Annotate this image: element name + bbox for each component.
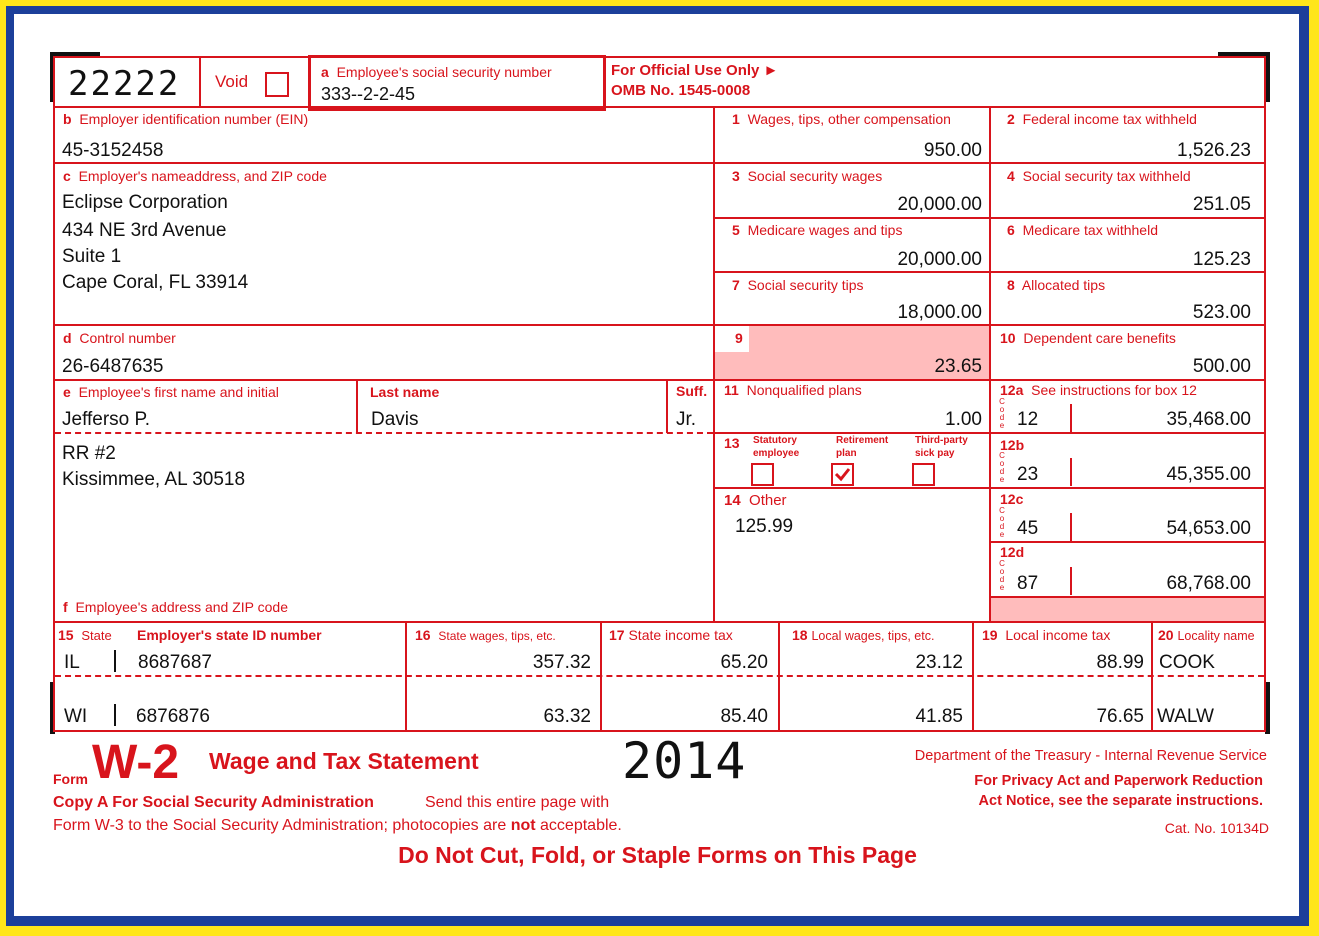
privacy-line-1: For Privacy Act and Paperwork Reduction	[974, 773, 1263, 789]
state-id-1[interactable]: 8687687	[138, 652, 212, 673]
state-2[interactable]: WI	[64, 706, 88, 727]
row-divider	[714, 162, 1266, 164]
box-10-label: 10 Dependent care benefits	[1000, 330, 1176, 346]
form-left-border	[53, 56, 55, 732]
form-name: W-2	[92, 736, 180, 789]
box-2-value[interactable]: 1,526.23	[1177, 140, 1251, 161]
box-a	[308, 55, 606, 111]
box-1-value[interactable]: 950.00	[923, 140, 982, 161]
box-1-label: 1 Wages, tips, other compensation	[732, 111, 951, 127]
check-icon	[833, 465, 852, 484]
box-9-label: 9	[735, 330, 743, 346]
form-title: Wage and Tax Statement	[209, 748, 479, 774]
send-text: Send this entire page with	[425, 794, 610, 811]
state-wages-1[interactable]: 357.32	[532, 652, 591, 673]
last-name-label: Last name	[370, 384, 440, 400]
state-tax-1[interactable]: 65.20	[720, 652, 768, 673]
state-1[interactable]: IL	[64, 652, 80, 673]
box-7-label: 7 Social security tips	[732, 277, 864, 293]
box-8-value[interactable]: 523.00	[1192, 302, 1251, 323]
box-9-value[interactable]: 23.65	[934, 356, 982, 377]
state-id-label: Employer's state ID number	[137, 627, 322, 643]
control-number[interactable]: 26-6487635	[62, 356, 164, 377]
code-divider	[1070, 404, 1072, 432]
omb-number: OMB No. 1545-0008	[611, 82, 751, 99]
statutory-checkbox[interactable]	[751, 463, 774, 486]
row-divider	[714, 487, 990, 489]
box-12b-amount[interactable]: 45,355.00	[1166, 464, 1251, 485]
state-id-2[interactable]: 6876876	[136, 706, 210, 727]
box-10-value[interactable]: 500.00	[1192, 356, 1251, 377]
box-18-label: 18 Local wages, tips, etc.	[792, 627, 935, 643]
box-9-number-cell	[715, 326, 749, 352]
code-letters: C o d e	[999, 397, 1005, 430]
code-letters: C o d e	[999, 506, 1005, 539]
box-11-value[interactable]: 1.00	[945, 409, 982, 430]
box-13-label: 13	[724, 435, 740, 451]
code-letters: C o d e	[999, 451, 1005, 484]
box-d-label: d Control number	[63, 330, 176, 346]
local-tax-2[interactable]: 76.65	[1096, 706, 1144, 727]
box-16-label: 16 State wages, tips, etc.	[415, 627, 556, 643]
form-code: 22222	[68, 64, 181, 104]
box-12d-amount[interactable]: 68,768.00	[1166, 573, 1251, 594]
box-f-label: f Employee's address and ZIP code	[63, 599, 288, 615]
box-5-label: 5 Medicare wages and tips	[732, 222, 903, 238]
code-divider	[1070, 458, 1072, 486]
divider	[356, 379, 358, 433]
official-use-label: For Official Use Only ►	[611, 62, 779, 79]
box-6-value[interactable]: 125.23	[1192, 249, 1251, 270]
box-12c-code[interactable]: 45	[1017, 518, 1039, 539]
state-wages-2[interactable]: 63.32	[543, 706, 591, 727]
code-letters: C o d e	[999, 559, 1005, 592]
dashed-divider	[55, 432, 713, 434]
box-12-shaded	[991, 597, 1264, 621]
row-divider	[53, 379, 714, 381]
box-12a-code[interactable]: 12	[1017, 409, 1039, 430]
box-15-label: 15 State	[58, 627, 112, 643]
employer-name[interactable]: Eclipse Corporation	[62, 192, 228, 213]
box-12c-amount[interactable]: 54,653.00	[1166, 518, 1251, 539]
retirement-checkbox[interactable]	[831, 463, 854, 486]
row-divider	[990, 541, 1266, 543]
employee-first-name[interactable]: Jefferso P.	[62, 409, 151, 430]
row-divider	[714, 217, 1266, 219]
ssn-value[interactable]: 333--2-2-45	[321, 84, 416, 104]
do-not-cut-warning: Do Not Cut, Fold, or Staple Forms on This Page	[398, 842, 917, 868]
box-4-value[interactable]: 251.05	[1192, 194, 1251, 215]
void-checkbox[interactable]	[265, 72, 289, 97]
box-14-label: 14 Other	[724, 492, 787, 509]
state-tax-2[interactable]: 85.40	[720, 706, 768, 727]
dashed-divider	[55, 675, 1264, 677]
copy-a-label: Copy A For Social Security Administration	[53, 794, 374, 811]
suffix-label: Suff.	[676, 383, 708, 399]
row-divider	[990, 432, 1266, 434]
box-3-value[interactable]: 20,000.00	[897, 194, 982, 215]
box-12d-label: 12d	[1000, 544, 1025, 560]
box-12d-code[interactable]: 87	[1017, 573, 1039, 594]
box-12b-code[interactable]: 23	[1017, 464, 1039, 485]
box-7-value[interactable]: 18,000.00	[897, 302, 982, 323]
code-divider	[1070, 567, 1072, 595]
employer-street[interactable]: 434 NE 3rd Avenue	[62, 220, 227, 241]
box-20-label: 20 Locality name	[1158, 627, 1255, 643]
state-id-divider	[114, 704, 116, 726]
row-divider	[990, 596, 1266, 598]
void-label: Void	[215, 72, 249, 91]
box-12a-label: 12a See instructions for box 12	[1000, 382, 1197, 398]
box-e-label: e Employee's first name and initial	[63, 384, 279, 400]
treasury-dept: Department of the Treasury - Internal Revenue Service	[914, 748, 1267, 764]
box-b-label: b Employer identification number (EIN)	[63, 111, 309, 127]
form-top-border	[53, 56, 1266, 58]
divider	[199, 56, 201, 106]
retirement-label: Retirement plan	[836, 435, 889, 459]
box-14-value[interactable]: 125.99	[735, 516, 794, 537]
employer-suite[interactable]: Suite 1	[62, 246, 122, 267]
box-11-label: 11 Nonqualified plans	[724, 382, 862, 398]
code-divider	[1070, 513, 1072, 541]
employer-city[interactable]: Cape Coral, FL 33914	[62, 272, 249, 293]
employee-suffix[interactable]: Jr.	[676, 409, 697, 430]
state-id-divider	[114, 650, 116, 672]
row-divider	[714, 379, 1266, 381]
thirdparty-checkbox[interactable]	[912, 463, 935, 486]
row-divider	[714, 271, 1266, 273]
cat-number: Cat. No. 10134D	[1164, 820, 1269, 836]
employee-address-line1[interactable]: RR #2	[62, 443, 116, 464]
box-12b-label: 12b	[1000, 437, 1025, 453]
box-19-label: 19 Local income tax	[982, 627, 1111, 643]
box-12a-amount[interactable]: 35,468.00	[1166, 409, 1251, 430]
w2-form-page	[14, 14, 1299, 916]
box-c-label: c Employer's nameaddress, and ZIP code	[63, 168, 327, 184]
row-divider	[53, 106, 1266, 108]
thirdparty-label: Third-party sick pay	[915, 435, 968, 459]
box-2-label: 2 Federal income tax withheld	[1007, 111, 1197, 127]
box-8-label: 8 Allocated tips	[1007, 277, 1106, 293]
w3-instructions: Form W-3 to the Social Security Administration; photocopies are not acceptable.	[53, 817, 622, 834]
box-5-value[interactable]: 20,000.00	[897, 249, 982, 270]
box-a-label: a Employee's social security number	[321, 64, 552, 80]
locality-2[interactable]: WALW	[1157, 706, 1214, 727]
row-divider	[53, 324, 714, 326]
privacy-line-2: Act Notice, see the separate instructions.	[978, 793, 1263, 809]
statutory-label: Statutory employee	[753, 435, 800, 459]
tax-year: 2014	[622, 732, 747, 790]
row-divider	[990, 487, 1266, 489]
row-divider	[53, 162, 714, 164]
form-word: Form	[53, 771, 88, 787]
local-tax-1[interactable]: 88.99	[1096, 652, 1144, 673]
box-17-label: 17 State income tax	[609, 627, 733, 643]
local-wages-2[interactable]: 41.85	[915, 706, 963, 727]
ein-value[interactable]: 45-3152458	[62, 140, 164, 161]
divider	[666, 379, 668, 433]
box-4-label: 4 Social security tax withheld	[1007, 168, 1191, 184]
locality-1[interactable]: COOK	[1159, 652, 1215, 673]
employee-address-line2[interactable]: Kissimmee, AL 30518	[62, 469, 246, 490]
box-3-label: 3 Social security wages	[732, 168, 883, 184]
employee-last-name[interactable]: Davis	[371, 409, 419, 430]
box-6-label: 6 Medicare tax withheld	[1007, 222, 1158, 238]
form-right-border	[1264, 56, 1266, 732]
row-divider	[53, 621, 1266, 623]
local-wages-1[interactable]: 23.12	[915, 652, 963, 673]
box-12c-label: 12c	[1000, 491, 1024, 507]
